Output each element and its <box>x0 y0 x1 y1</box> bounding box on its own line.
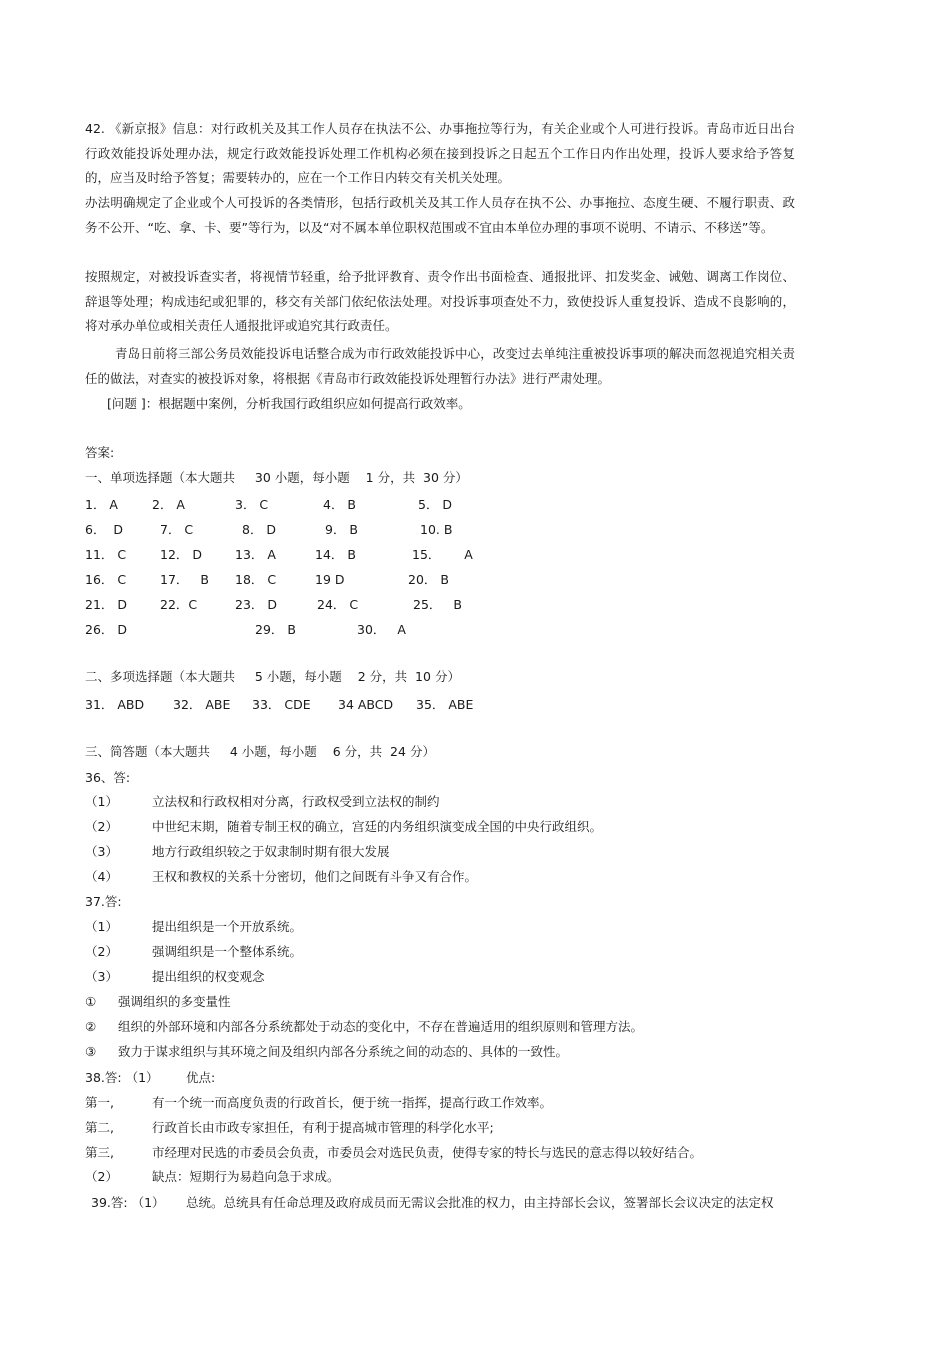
q39-text: 总统。总统具有任命总理及政府成员而无需议会批准的权力，由主持部长会议，签署部长会议决定的法定权 <box>186 1195 774 1210</box>
q38-item-label: （2） <box>85 1169 118 1184</box>
answer-item: 13． A <box>235 547 276 562</box>
q38-heading-tail: 优点: <box>186 1070 216 1085</box>
answer-item: 34 ABCD <box>338 697 394 712</box>
answer-item: 22．C <box>160 597 198 612</box>
answer-item: 35． ABE <box>416 697 474 712</box>
answer-item: 4． B <box>323 497 357 512</box>
answers-title: 答案: <box>85 445 115 460</box>
answer-item: 12． D <box>160 547 203 562</box>
answer-item: 15． A <box>412 547 473 562</box>
answer-item: 20． B <box>408 572 449 587</box>
answer-item: 6． D <box>85 522 124 537</box>
q36-item-text: 地方行政组织较之于奴隶制时期有很大发展 <box>152 844 390 859</box>
q38-heading: 38.答: （1） <box>85 1070 159 1085</box>
answer-item: 9． B <box>325 522 359 537</box>
answer-item: 3． C <box>235 497 269 512</box>
q42-paragraph-3: 按照规定，对被投诉查实者，将视情节轻重，给予批评教育、责令作出书面检查、通报批评、扣发奖金、诫勉、调离工作岗位、辞退等处理；构成违纪或犯罪的，移交有关部门依纪依法处理。对投诉事项查处不力，致使投诉人重复投诉、造成不良影响的，将对承办单位或相关责任人通报批评或追究其行政责任。 <box>85 269 795 334</box>
answer-item: 8． D <box>242 522 277 537</box>
section-2-title: 二、多项选择题（本大题共 5 小题，每小题 2 分，共 10 分） <box>85 669 460 684</box>
q42-question: [问题 ]：根据题中案例，分析我国行政组织应如何提高行政效率。 <box>107 396 471 411</box>
q37-subitem-text: 组织的外部环境和内部各分系统都处于动态的变化中，不存在普遍适用的组织原则和管理方法。 <box>118 1019 644 1034</box>
q38-item-text: 缺点：短期行为易趋向急于求成。 <box>152 1169 340 1184</box>
q36-heading: 36、答: <box>85 770 131 785</box>
q42-paragraph-1: 42. 《新京报》信息：对行政机关及其工作人员存在执法不公、办事拖拉等行为，有关企业或个人可进行投诉。青岛市近日出台行政效能投诉处理办法，规定行政效能投诉处理工作机构必须在接到投诉之日起五个工作日内作出处理，投诉人要求给予答复的，应当及时给予答复；需要转办的，应在一个工作日内转交有关机关处理。 <box>85 121 795 186</box>
q37-subitem-marker: ② <box>85 1019 97 1034</box>
answer-item: 5． D <box>418 497 453 512</box>
answer-item: 24． C <box>317 597 359 612</box>
q37-item-text: 提出组织的权变观念 <box>152 969 265 984</box>
q39-heading: 39.答: （1） <box>91 1195 165 1210</box>
q37-item-number: （3） <box>85 969 118 984</box>
q37-subitem-marker: ③ <box>85 1044 97 1059</box>
answer-item: 18． C <box>235 572 277 587</box>
answer-item: 10. B <box>420 522 453 537</box>
answer-item: 14． B <box>315 547 356 562</box>
q36-item-text: 立法权和行政权相对分离，行政权受到立法权的制约 <box>152 794 440 809</box>
q36-item-number: （2） <box>85 819 118 834</box>
answer-item: 29． B <box>255 622 296 637</box>
q38-item-text: 行政首长由市政专家担任，有利于提高城市管理的科学化水平; <box>152 1120 494 1135</box>
q42-paragraph-2: 办法明确规定了企业或个人可投诉的各类情形，包括行政机关及其工作人员存在执不公、办事拖拉、态度生硬、不履行职责、政务不公开、“吃、拿、卡、要”等行为，以及“对不属本单位职权范围或不宜由本单位办理的事项不说明、不请示、不移送”等。 <box>85 195 795 235</box>
q36-item-number: （3） <box>85 844 118 859</box>
answer-item: 21． D <box>85 597 128 612</box>
q37-heading: 37.答: <box>85 894 122 909</box>
q36-item-text: 中世纪末期，随着专制王权的确立，宫廷的内务组织演变成全国的中央行政组织。 <box>152 819 603 834</box>
q38-item-label: 第三, <box>85 1145 114 1160</box>
q42-paragraph-4: 青岛日前将三部公务员效能投诉电话整合成为市行政效能投诉中心，改变过去单纯注重被投诉事项的解决而忽视追究相关责任的做法，对查实的被投诉对象，将根据《青岛市行政效能投诉处理暂行办法》进行严肃处理。 <box>85 346 795 386</box>
q38-item-label: 第一, <box>85 1095 114 1110</box>
q36-item-number: （4） <box>85 869 118 884</box>
answer-item: 32． ABE <box>173 697 231 712</box>
q37-subitem-text: 致力于谋求组织与其环境之间及组织内部各分系统之间的动态的、具体的一致性。 <box>118 1044 569 1059</box>
answer-item: 30． A <box>357 622 406 637</box>
answer-item: 33． CDE <box>252 697 311 712</box>
q37-item-number: （2） <box>85 944 118 959</box>
answer-item: 7． C <box>160 522 194 537</box>
q37-subitem-marker: ① <box>85 994 97 1009</box>
answer-item: 1． A <box>85 497 118 512</box>
answer-item: 19 D <box>315 572 345 587</box>
q38-item-text: 有一个统一而高度负责的行政首长，便于统一指挥，提高行政工作效率。 <box>152 1095 553 1110</box>
answer-item: 17． B <box>160 572 209 587</box>
answer-item: 11． C <box>85 547 127 562</box>
q38-item-text: 市经理对民选的市委员会负责，市委员会对选民负责，使得专家的特长与选民的意志得以较好结合。 <box>152 1145 703 1160</box>
answer-item: 2． A <box>152 497 185 512</box>
q36-item-number: （1） <box>85 794 118 809</box>
q37-item-text: 强调组织是一个整体系统。 <box>152 944 303 959</box>
q37-item-number: （1） <box>85 919 118 934</box>
q37-subitem-text: 强调组织的多变量性 <box>118 994 231 1009</box>
answer-item: 31． ABD <box>85 697 145 712</box>
q38-item-label: 第二, <box>85 1120 114 1135</box>
q36-item-text: 王权和教权的关系十分密切，他们之间既有斗争又有合作。 <box>152 869 478 884</box>
section-1-title: 一、单项选择题（本大题共 30 小题，每小题 1 分，共 30 分） <box>85 470 468 485</box>
q37-item-text: 提出组织是一个开放系统。 <box>152 919 303 934</box>
answer-item: 25． B <box>413 597 462 612</box>
answer-item: 16． C <box>85 572 127 587</box>
section-3-title: 三、简答题（本大题共 4 小题，每小题 6 分，共 24 分） <box>85 744 435 759</box>
answer-item: 23． D <box>235 597 278 612</box>
answer-item: 26． D <box>85 622 128 637</box>
